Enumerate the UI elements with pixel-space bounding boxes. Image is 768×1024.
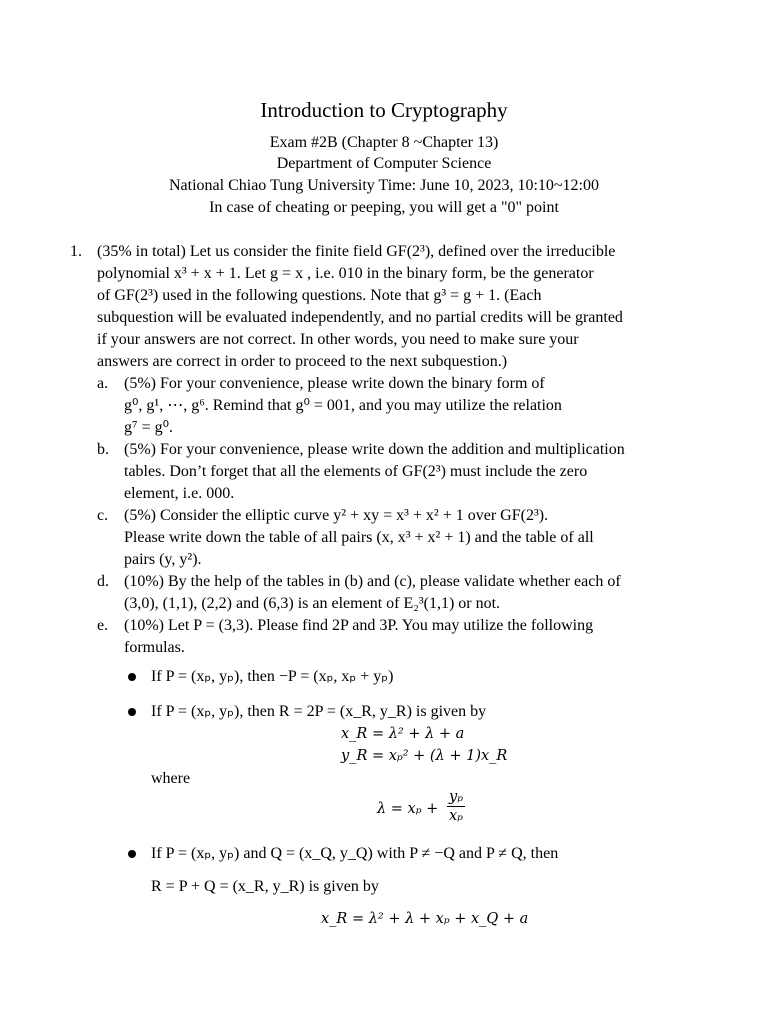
where-label: where bbox=[151, 770, 191, 787]
subquestion-line: element, i.e. 000. bbox=[124, 485, 235, 502]
page-title: Introduction to Cryptography bbox=[260, 98, 508, 122]
subquestion-line: (5%) Consider the elliptic curve y² + xy = x³ + x² + 1 over GF(2³). bbox=[124, 507, 549, 524]
subquestion-label: d. bbox=[97, 573, 109, 590]
formula-addition-result: R = P + Q = (x_R, y_R) is given by bbox=[151, 878, 379, 895]
lambda-numerator: yₚ bbox=[449, 789, 463, 805]
q1-line: of GF(2³) used in the following questions. Note that g³ = g + 1. (Each bbox=[97, 287, 542, 304]
cheating-warning: In case of cheating or peeping, you will get a "0" point bbox=[209, 199, 559, 216]
subquestion-line: formulas. bbox=[124, 639, 185, 656]
formula-addition-intro: If P = (xₚ, yₚ) and Q = (x_Q, y_Q) with P ≠ −Q and P ≠ Q, then bbox=[151, 845, 559, 862]
bullet-icon bbox=[128, 708, 136, 716]
q1-line: if your answers are not correct. In other words, you need to make sure your bbox=[97, 331, 579, 348]
formula-xr-double: x_R = λ² + λ + a bbox=[341, 726, 465, 742]
formula-negation: If P = (xₚ, yₚ), then −P = (xₚ, xₚ + yₚ) bbox=[151, 668, 394, 685]
bullet-icon bbox=[128, 673, 136, 681]
q1-line: subquestion will be evaluated independently, and no partial credits will be granted bbox=[97, 309, 623, 326]
q1-line: polynomial x³ + x + 1. Let g = x , i.e. 010 in the binary form, be the generator bbox=[97, 265, 594, 282]
subquestion-label: c. bbox=[97, 507, 109, 524]
formula-doubling-intro: If P = (xₚ, yₚ), then R = 2P = (x_R, y_R) is given by bbox=[151, 703, 487, 720]
formula-lambda: λ = xₚ + bbox=[377, 801, 439, 817]
subquestion-line: (3,0), (1,1), (2,2) and (6,3) is an element of E₂³(1,1) or not. bbox=[124, 595, 501, 612]
department: Department of Computer Science bbox=[276, 155, 492, 172]
subquestion-line: (10%) By the help of the tables in (b) and (c), please validate whether each of bbox=[124, 573, 621, 590]
subquestion-line: (10%) Let P = (3,3). Please find 2P and 3P. You may utilize the following bbox=[124, 617, 594, 634]
exam-subtitle: Exam #2B (Chapter 8 ~Chapter 13) bbox=[269, 134, 499, 151]
formula-xr-add: x_R = λ² + λ + xₚ + x_Q + a bbox=[321, 911, 529, 927]
formula-yr-double: y_R = xₚ² + (λ + 1)x_R bbox=[341, 748, 508, 764]
question-number: 1. bbox=[70, 243, 82, 260]
lambda-fraction bbox=[447, 788, 465, 825]
bullet-icon bbox=[128, 850, 136, 858]
subquestion-line: g⁷ = g⁰. bbox=[124, 419, 174, 436]
lambda-denominator: xₚ bbox=[449, 808, 463, 824]
subquestion-label: a. bbox=[97, 375, 109, 392]
subquestion-label: e. bbox=[97, 617, 109, 634]
q1-line: answers are correct in order to proceed to the next subquestion.) bbox=[97, 353, 508, 370]
university-time: National Chiao Tung University Time: June 10, 2023, 10:10~12:00 bbox=[168, 177, 599, 194]
q1-line: (35% in total) Let us consider the finite field GF(2³), defined over the irreducible bbox=[97, 243, 616, 260]
subquestion-line: g⁰, g¹, ⋯, g⁶. Remind that g⁰ = 001, and you may utilize the relation bbox=[124, 397, 562, 414]
subquestion-line: tables. Don’t forget that all the elements of GF(2³) must include the zero bbox=[124, 463, 588, 480]
subquestion-line: pairs (y, y²). bbox=[124, 551, 202, 568]
subquestion-line: (5%) For your convenience, please write down the addition and multiplication bbox=[124, 441, 625, 458]
subquestion-line: (5%) For your convenience, please write down the binary form of bbox=[124, 375, 545, 392]
subquestion-label: b. bbox=[97, 441, 109, 458]
subquestion-line: Please write down the table of all pairs (x, x³ + x² + 1) and the table of all bbox=[124, 529, 594, 546]
